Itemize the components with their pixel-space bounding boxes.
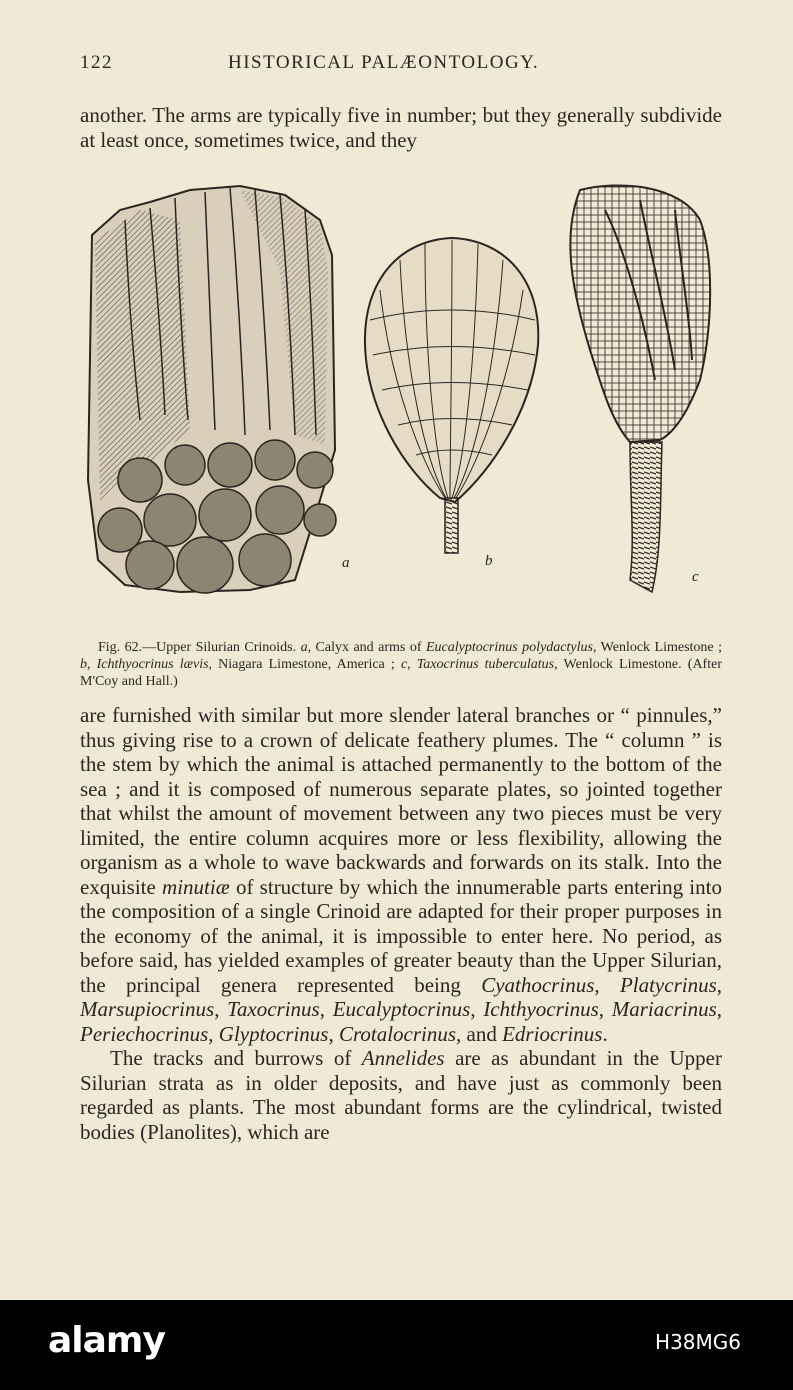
running-head: HISTORICAL PALÆONTOLOGY. [228, 52, 540, 73]
alamy-logo: alamy [48, 1320, 165, 1361]
body-text [80, 703, 722, 1144]
specimen-a [88, 186, 336, 593]
page-number: 122 [80, 52, 113, 73]
crinoid-illustration [80, 180, 722, 610]
watermark-banner [0, 1300, 793, 1390]
specimen-b [365, 238, 538, 553]
crinoid-figure [80, 180, 722, 610]
paragraph-crinoid-structure: are furnished with similar but more slender lateral branches or “ pinnules,” thus giving rise to a crown of delicate feathery plumes. The “ column ” is the stem by which the animal is attached permanently to the bottom of the sea ; and it is composed of numerous separate plates, so jointed together that whilst the amount of movement between any two pieces must be very limited, the entire column acquires more or less flexibility, allowing the organism as a whole to wave backwards and forwards on its stalk. Into the exquisite minutiæ of structure by which the innumerable parts entering into the composition of a single Crinoid are adapted for their proper purposes in the economy of the animal, it is impossible to enter here. No period, as before said, has yielded examples of greater beauty than the Upper Silurian, the principal genera represented being Cyathocrinus, Platycrinus, Marsupiocrinus, Taxocrinus, Eucalyptocrinus, Ichthyocrinus, Mariacrinus, Periechocrinus, Glyptocrinus, Crotalocrinus, and Edriocrinus. [80, 703, 723, 1046]
paragraph-annelides: The tracks and burrows of Annelides are as abundant in the Upper Silurian strata as in older deposits, and have just as commonly been regarded as plants. The most abundant forms are the cylindrical, twisted bodies (Planolites), which are [80, 1046, 722, 1144]
figure-label-b: b [485, 553, 493, 569]
figure-caption [80, 625, 722, 704]
caption-text: Fig. 62.—Upper Silurian Crinoids. a, Calyx and arms of Eucalyptocrinus polydactylus, Wenlock Limestone ; b, Ichthyocrinus lævis, Niagara Limestone, America ; c, Taxocrinus tuberculatus, Wenlock Limestone. (After M'Coy and Hall.) [80, 640, 722, 689]
top-paragraph-text: another. The arms are typically five in number; but they generally subdivide at least once, sometimes twice, and they [80, 103, 722, 152]
specimen-a-plates [98, 440, 336, 593]
image-id: H38MG6 [655, 1330, 741, 1354]
specimen-c [570, 185, 710, 592]
top-paragraph [80, 103, 722, 152]
figure-label-a: a [342, 555, 350, 571]
figure-label-c: c [692, 569, 699, 585]
page-header [80, 52, 722, 82]
